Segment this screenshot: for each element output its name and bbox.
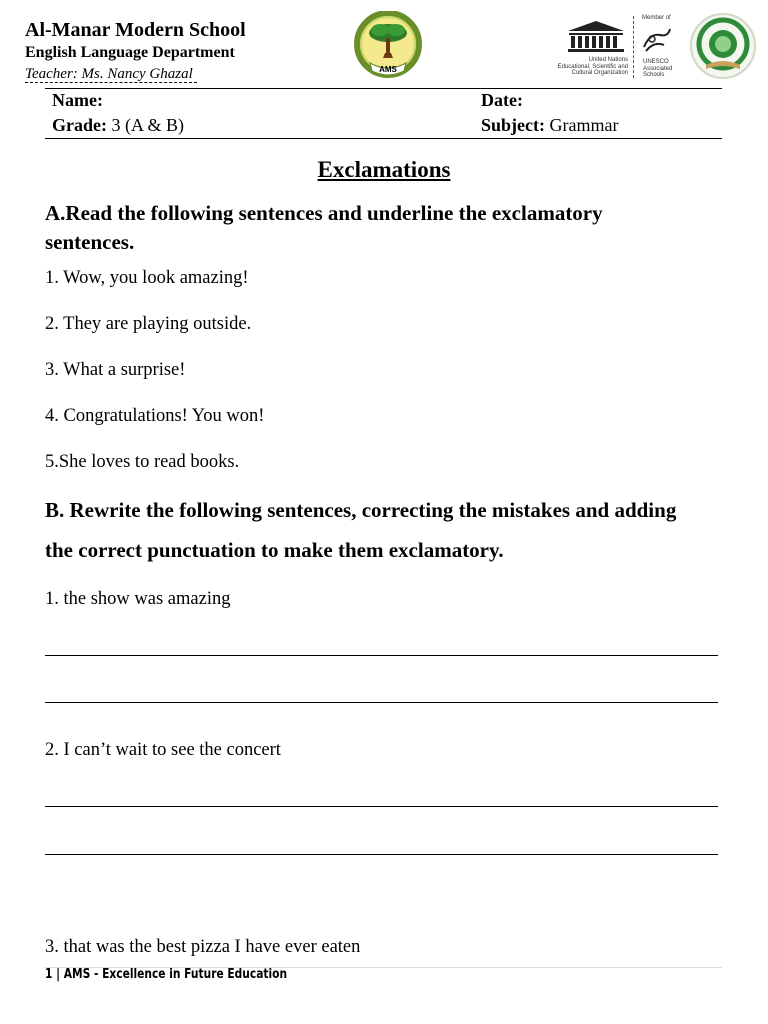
section-a-item: 4. Congratulations! You won! <box>45 406 265 426</box>
department-name: English Language Department <box>25 44 235 61</box>
subject-value: Grammar <box>549 115 619 135</box>
school-name: Al-Manar Modern School <box>25 19 246 41</box>
answer-line[interactable] <box>45 702 718 703</box>
school-network-logo <box>688 13 758 79</box>
associated-caption-line: Associated <box>643 65 673 72</box>
subject-field <box>481 115 618 136</box>
subject-label: Subject: <box>481 115 545 135</box>
logo-text: AMS <box>379 65 397 74</box>
info-top-rule <box>45 88 722 89</box>
member-of-label: Member of <box>642 15 671 21</box>
teacher-name: Teacher: Ms. Nancy Ghazal <box>25 66 197 83</box>
ams-tree-logo <box>350 11 426 81</box>
unesco-emblem <box>536 13 684 81</box>
unesco-temple-icon <box>566 19 626 55</box>
answer-line[interactable] <box>45 655 718 656</box>
date-label: Date: <box>481 90 523 110</box>
section-a-heading: A.Read the following sentences and underline the exclamatory sentences. <box>45 201 603 254</box>
section-a-item: 1. Wow, you look amazing! <box>45 268 249 288</box>
page-footer: 1 | AMS - Excellence in Future Education <box>45 967 288 982</box>
section-a-item: 5.She loves to read books. <box>45 452 240 472</box>
answer-line[interactable] <box>45 854 718 855</box>
associated-caption-line: Schools <box>643 72 665 78</box>
section-a-item: 2. They are playing outside. <box>45 314 252 334</box>
associated-schools-icon <box>640 25 674 55</box>
worksheet-title: Exclamations <box>317 157 451 182</box>
unesco-caption-line: United Nations <box>588 57 628 63</box>
unesco-caption-line: Cultural Organization <box>571 70 628 76</box>
grade-label: Grade: <box>52 115 107 135</box>
emblem-divider <box>633 16 634 78</box>
unesco-caption-line: Educational, Scientific and <box>557 63 628 70</box>
grade-value: 3 (A & B) <box>111 115 184 135</box>
info-bottom-rule <box>45 138 722 139</box>
section-b-heading: B. Rewrite the following sentences, correcting the mistakes and adding the correct punctuation to make them exclamatory. <box>45 498 677 562</box>
associated-caption-line: UNESCO <box>643 59 669 65</box>
name-label: Name: <box>52 90 103 110</box>
section-a-item: 3. What a surprise! <box>45 360 186 380</box>
section-b-item: 2. I can’t wait to see the concert <box>45 740 281 760</box>
section-b-item: 3. that was the best pizza I have ever eaten <box>45 937 361 957</box>
section-b-item: 1. the show was amazing <box>45 589 231 609</box>
answer-line[interactable] <box>45 806 718 807</box>
grade-field <box>52 115 184 136</box>
